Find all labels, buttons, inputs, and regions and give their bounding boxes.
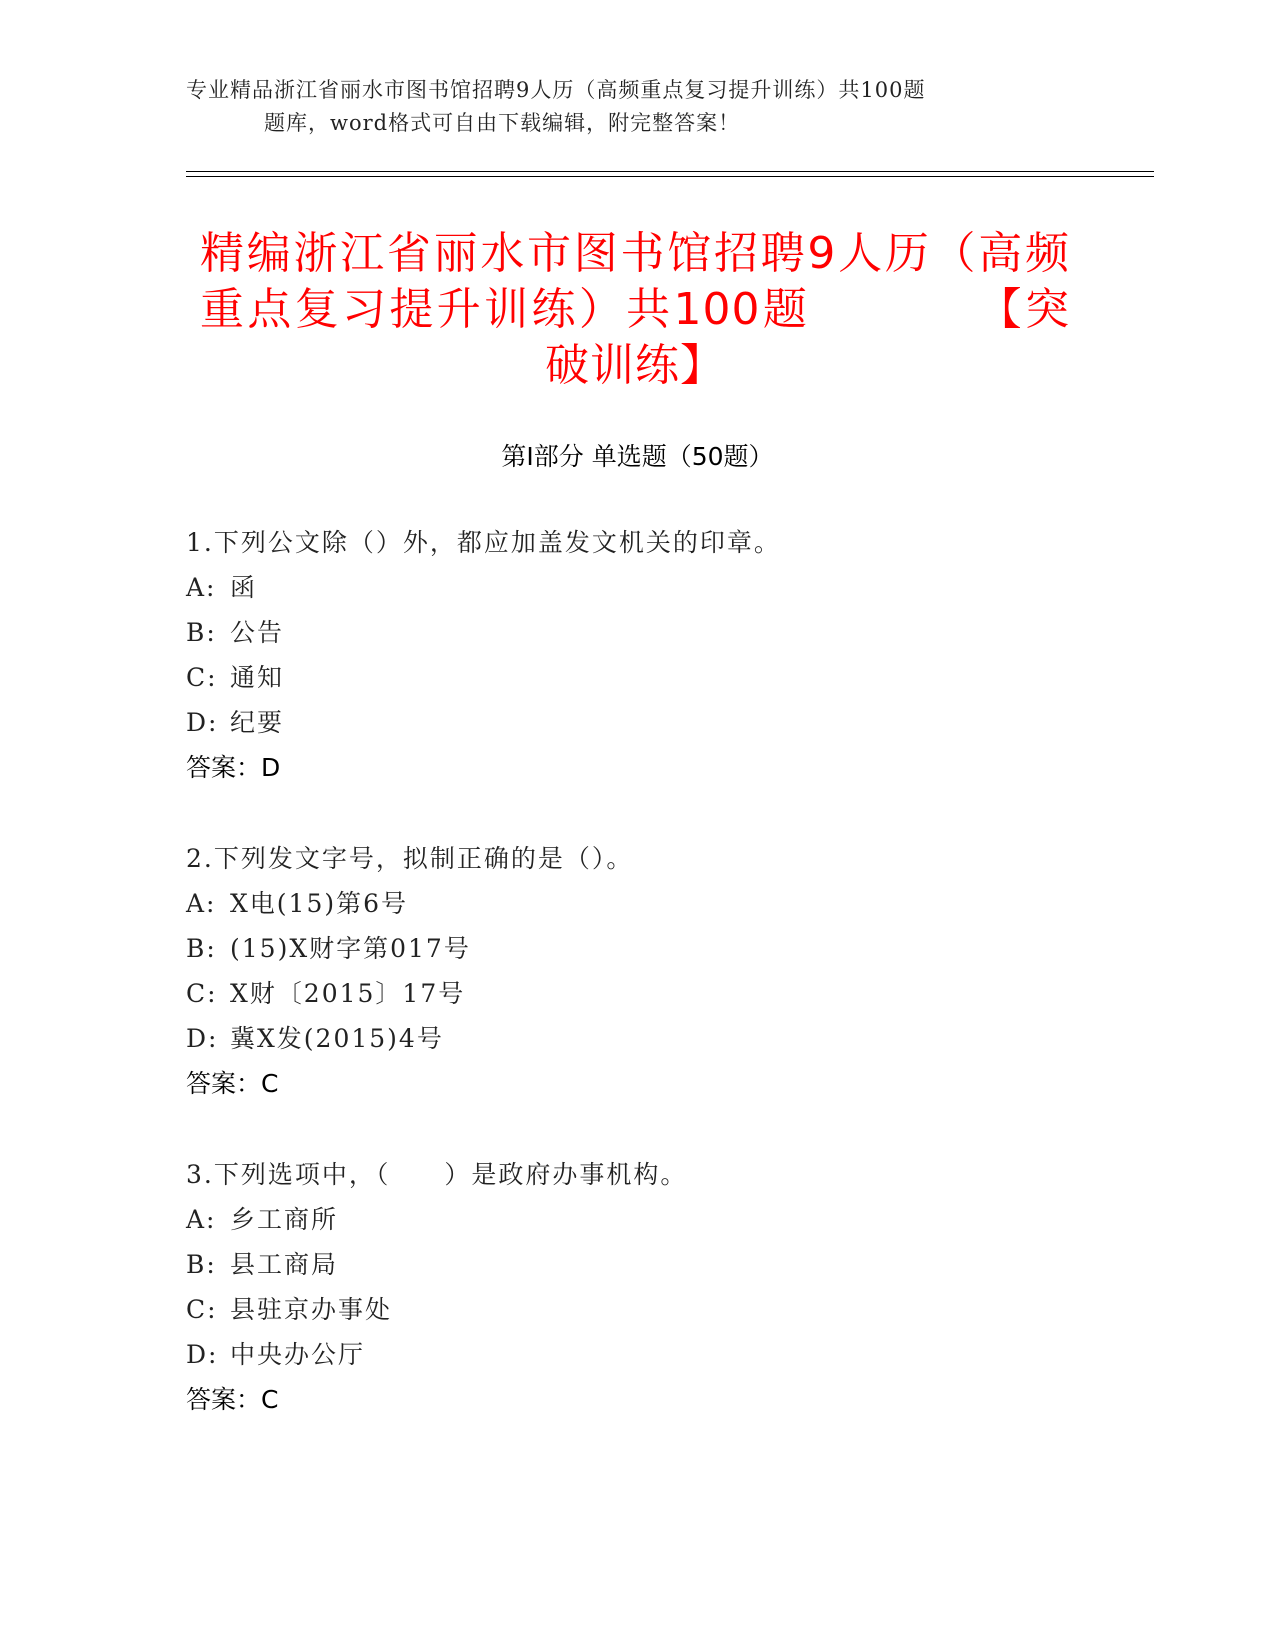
option-a <box>186 881 1106 926</box>
option-c <box>186 1287 1106 1332</box>
option-d <box>186 1332 1106 1377</box>
answer: 答案：C <box>186 1069 279 1098</box>
answer: 答案：D <box>186 753 281 782</box>
option-letter: A: <box>186 573 217 602</box>
option-text: 函 <box>230 573 258 602</box>
option-a <box>186 1197 1106 1242</box>
option-text: 纪要 <box>230 708 285 737</box>
option-text: 县工商局 <box>230 1250 339 1279</box>
question-stem: 3.下列选项中，（ ）是政府办事机构。 <box>186 1160 688 1189</box>
header-note-line2: 题库，word格式可自由下载编辑，附完整答案！ <box>264 111 741 135</box>
option-letter: C: <box>186 663 218 692</box>
option-d <box>186 1016 1106 1061</box>
question-2 <box>186 836 1106 1106</box>
option-b <box>186 926 1106 971</box>
option-text: X财〔2015〕17号 <box>230 979 466 1008</box>
option-letter: C: <box>186 1295 218 1324</box>
option-d <box>186 700 1106 745</box>
option-a <box>186 565 1106 610</box>
option-b <box>186 1242 1106 1287</box>
option-letter: B: <box>186 618 217 647</box>
question-stem: 2.下列发文字号，拟制正确的是（）。 <box>186 844 634 873</box>
option-letter: A: <box>186 1205 217 1234</box>
section-title: 第Ⅰ部分 单选题（50题） <box>501 442 774 471</box>
option-letter: B: <box>186 934 217 963</box>
question-stem: 1.下列公文除（）外，都应加盖发文机关的印章。 <box>186 528 781 557</box>
header-note-line1: 专业精品浙江省丽水市图书馆招聘9人历（高频重点复习提升训练）共100题 <box>186 78 926 102</box>
document-title: 精编浙江省丽水市图书馆招聘9人历（高频重点复习提升训练）共100题 【突破训练】 <box>200 228 1070 391</box>
option-c <box>186 971 1106 1016</box>
option-text: 中央办公厅 <box>230 1340 366 1369</box>
option-text: 冀X发(2015)4号 <box>230 1024 444 1053</box>
option-letter: D: <box>186 708 219 737</box>
option-text: 通知 <box>230 663 285 692</box>
header-note <box>186 74 1046 140</box>
option-letter: D: <box>186 1024 219 1053</box>
option-text: 乡工商所 <box>230 1205 339 1234</box>
option-letter: C: <box>186 979 218 1008</box>
option-letter: D: <box>186 1340 219 1369</box>
question-1 <box>186 520 1106 790</box>
option-text: X电(15)第6号 <box>230 889 409 918</box>
option-text: 公告 <box>230 618 285 647</box>
option-letter: B: <box>186 1250 217 1279</box>
header-rule-top <box>186 171 1154 172</box>
header-rule-bottom <box>186 176 1154 177</box>
question-3 <box>186 1152 1106 1422</box>
option-text: (15)X财字第017号 <box>230 934 471 963</box>
option-letter: A: <box>186 889 217 918</box>
option-b <box>186 610 1106 655</box>
option-c <box>186 655 1106 700</box>
answer: 答案：C <box>186 1385 279 1414</box>
option-text: 县驻京办事处 <box>230 1295 393 1324</box>
